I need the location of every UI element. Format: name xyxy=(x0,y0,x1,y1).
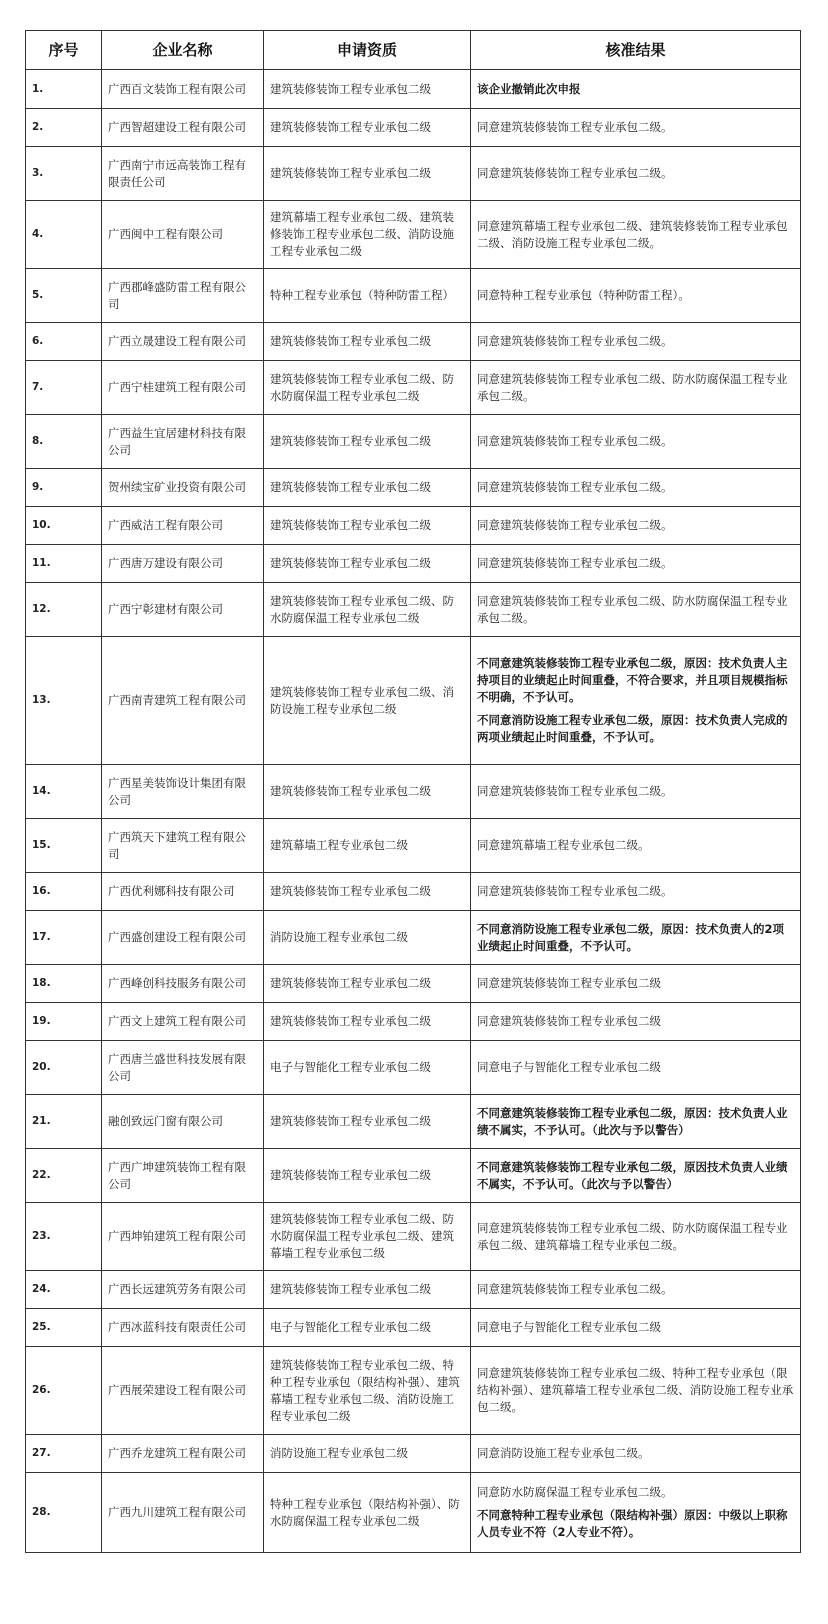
cell-result xyxy=(471,965,801,1003)
cell-result xyxy=(471,911,801,965)
cell-qualification: 电子与智能化工程专业承包二级 xyxy=(264,1309,471,1347)
cell-seq: 17. xyxy=(26,911,102,965)
result-text: 同意电子与智能化工程专业承包二级 xyxy=(477,1060,661,1074)
cell-qualification: 建筑装修装饰工程专业承包二级 xyxy=(264,765,471,819)
cell-qualification: 特种工程专业承包（特种防雷工程） xyxy=(264,269,471,323)
table-row xyxy=(26,1347,801,1435)
cell-seq: 8. xyxy=(26,415,102,469)
result-rejected-text: 不同意消防设施工程专业承包二级，原因：技术负责人的2项业绩起止时间重叠，不予认可。 xyxy=(477,921,784,953)
cell-company-name: 广西宁桂建筑工程有限公司 xyxy=(102,361,264,415)
cell-qualification: 建筑装修装饰工程专业承包二级 xyxy=(264,147,471,201)
table-row xyxy=(26,147,801,201)
table-row xyxy=(26,507,801,545)
result-text: 同意建筑装修装饰工程专业承包二级。 xyxy=(477,884,673,898)
cell-seq: 24. xyxy=(26,1271,102,1309)
table-row xyxy=(26,323,801,361)
cell-qualification: 建筑装修装饰工程专业承包二级 xyxy=(264,507,471,545)
table-row xyxy=(26,545,801,583)
cell-result xyxy=(471,1041,801,1095)
approval-document xyxy=(25,30,800,1553)
result-text: 同意特种工程专业承包（特种防雷工程）。 xyxy=(477,288,690,302)
cell-result xyxy=(471,109,801,147)
table-row xyxy=(26,269,801,323)
cell-seq: 16. xyxy=(26,873,102,911)
cell-result xyxy=(471,507,801,545)
cell-result xyxy=(471,545,801,583)
cell-qualification: 建筑装修装饰工程专业承包二级 xyxy=(264,545,471,583)
cell-result xyxy=(471,1271,801,1309)
cell-seq: 25. xyxy=(26,1309,102,1347)
cell-result xyxy=(471,1095,801,1149)
cell-qualification: 建筑装修装饰工程专业承包二级 xyxy=(264,1149,471,1203)
cell-qualification: 建筑装修装饰工程专业承包二级 xyxy=(264,873,471,911)
result-text: 同意建筑装修装饰工程专业承包二级。 xyxy=(477,518,673,532)
cell-seq: 10. xyxy=(26,507,102,545)
result-text: 同意建筑装修装饰工程专业承包二级。 xyxy=(477,784,673,798)
cell-seq: 4. xyxy=(26,201,102,269)
result-rejected-text: 不同意建筑装修装饰工程专业承包二级，原因技术负责人业绩不属实，不予认可。（此次与予以警告） xyxy=(477,1159,788,1191)
cell-company-name: 融创致远门窗有限公司 xyxy=(102,1095,264,1149)
cell-qualification: 建筑装修装饰工程专业承包二级、防水防腐保温工程专业承包二级、建筑幕墙工程专业承包二级 xyxy=(264,1203,471,1271)
cell-company-name: 贺州续宝矿业投资有限公司 xyxy=(102,469,264,507)
cell-company-name: 广西智超建设工程有限公司 xyxy=(102,109,264,147)
cell-result xyxy=(471,1473,801,1553)
table-row xyxy=(26,201,801,269)
cell-qualification: 建筑装修装饰工程专业承包二级 xyxy=(264,469,471,507)
result-text: 同意建筑装修装饰工程专业承包二级 xyxy=(477,976,661,990)
result-text: 同意建筑幕墙工程专业承包二级。 xyxy=(477,838,650,852)
cell-qualification: 建筑装修装饰工程专业承包二级 xyxy=(264,415,471,469)
table-row xyxy=(26,469,801,507)
cell-qualification: 建筑装修装饰工程专业承包二级 xyxy=(264,323,471,361)
cell-qualification: 特种工程专业承包（限结构补强）、防水防腐保温工程专业承包二级 xyxy=(264,1473,471,1553)
table-row xyxy=(26,873,801,911)
table-row xyxy=(26,583,801,637)
result-text: 同意建筑装修装饰工程专业承包二级、特种工程专业承包（限结构补强）、建筑幕墙工程专业承包二级、消防设施工程专业承包二级。 xyxy=(477,1366,794,1414)
table-row xyxy=(26,109,801,147)
cell-result xyxy=(471,1149,801,1203)
cell-result xyxy=(471,637,801,765)
approval-table xyxy=(25,30,801,1553)
cell-company-name: 广西南宁市远高装饰工程有限责任公司 xyxy=(102,147,264,201)
cell-seq: 21. xyxy=(26,1095,102,1149)
cell-seq: 18. xyxy=(26,965,102,1003)
cell-seq: 5. xyxy=(26,269,102,323)
cell-company-name: 广西星美装饰设计集团有限公司 xyxy=(102,765,264,819)
table-row xyxy=(26,1203,801,1271)
result-text: 同意建筑装修装饰工程专业承包二级、防水防腐保温工程专业承包二级。 xyxy=(477,371,788,403)
cell-seq: 9. xyxy=(26,469,102,507)
cell-result xyxy=(471,1003,801,1041)
cell-result xyxy=(471,1309,801,1347)
cell-company-name: 广西峰创科技服务有限公司 xyxy=(102,965,264,1003)
table-row xyxy=(26,819,801,873)
cell-seq: 6. xyxy=(26,323,102,361)
result-text: 同意电子与智能化工程专业承包二级 xyxy=(477,1320,661,1334)
table-row xyxy=(26,1149,801,1203)
cell-seq: 26. xyxy=(26,1347,102,1435)
cell-company-name: 广西文上建筑工程有限公司 xyxy=(102,1003,264,1041)
cell-company-name: 广西坤铂建筑工程有限公司 xyxy=(102,1203,264,1271)
table-row xyxy=(26,1095,801,1149)
result-text: 同意建筑装修装饰工程专业承包二级。 xyxy=(477,166,673,180)
cell-company-name: 广西筑天下建筑工程有限公司 xyxy=(102,819,264,873)
result-text: 同意建筑装修装饰工程专业承包二级。 xyxy=(477,334,673,348)
result-text: 同意建筑装修装饰工程专业承包二级、防水防腐保温工程专业承包二级、建筑幕墙工程专业承包二级。 xyxy=(477,1220,788,1252)
cell-result xyxy=(471,323,801,361)
cell-seq: 28. xyxy=(26,1473,102,1553)
table-row xyxy=(26,1271,801,1309)
cell-company-name: 广西优利娜科技有限公司 xyxy=(102,873,264,911)
cell-company-name: 广西宁彰建材有限公司 xyxy=(102,583,264,637)
cell-qualification: 建筑幕墙工程专业承包二级、建筑装修装饰工程专业承包二级、消防设施工程专业承包二级 xyxy=(264,201,471,269)
cell-company-name: 广西乔龙建筑工程有限公司 xyxy=(102,1435,264,1473)
header-seq: 序号 xyxy=(26,31,102,70)
result-rejected-text: 不同意建筑装修装饰工程专业承包二级，原因：技术负责人业绩不属实，不予认可。（此次与予以警告） xyxy=(477,1105,788,1137)
cell-result xyxy=(471,873,801,911)
cell-company-name: 广西展荣建设工程有限公司 xyxy=(102,1347,264,1435)
cell-seq: 20. xyxy=(26,1041,102,1095)
table-row xyxy=(26,637,801,765)
table-row xyxy=(26,965,801,1003)
cell-result xyxy=(471,819,801,873)
cell-qualification: 电子与智能化工程专业承包二级 xyxy=(264,1041,471,1095)
result-text: 同意建筑装修装饰工程专业承包二级 xyxy=(477,1014,661,1028)
cell-result xyxy=(471,201,801,269)
cell-company-name: 广西闽中工程有限公司 xyxy=(102,201,264,269)
cell-result xyxy=(471,1203,801,1271)
cell-seq: 22. xyxy=(26,1149,102,1203)
cell-seq: 2. xyxy=(26,109,102,147)
result-rejected-text: 不同意特种工程专业承包（限结构补强）原因：中级以上职称人员专业不符（2人专业不符）。 xyxy=(477,1508,788,1539)
result-text: 同意建筑装修装饰工程专业承包二级。 xyxy=(477,556,673,570)
result-text: 同意建筑装修装饰工程专业承包二级。 xyxy=(477,480,673,494)
table-row xyxy=(26,1473,801,1553)
cell-result xyxy=(471,1347,801,1435)
cell-qualification: 建筑装修装饰工程专业承包二级、防水防腐保温工程专业承包二级 xyxy=(264,583,471,637)
cell-seq: 27. xyxy=(26,1435,102,1473)
cell-qualification: 建筑装修装饰工程专业承包二级、特种工程专业承包（限结构补强）、建筑幕墙工程专业承包二级、消防设施工程专业承包二级 xyxy=(264,1347,471,1435)
cell-qualification: 消防设施工程专业承包二级 xyxy=(264,911,471,965)
table-row xyxy=(26,1041,801,1095)
table-row xyxy=(26,1309,801,1347)
table-row xyxy=(26,70,801,109)
cell-seq: 14. xyxy=(26,765,102,819)
cell-qualification: 建筑装修装饰工程专业承包二级 xyxy=(264,1271,471,1309)
result-rejected-text: 不同意建筑装修装饰工程专业承包二级，原因：技术负责人主持项目的业绩起止时间重叠，不符合要求，并且项目规模指标不明确，不予认可。 xyxy=(477,656,788,704)
result-text: 同意建筑装修装饰工程专业承包二级。 xyxy=(477,1282,673,1296)
cell-qualification: 建筑装修装饰工程专业承包二级 xyxy=(264,70,471,109)
cell-result xyxy=(471,147,801,201)
cell-company-name: 广西长远建筑劳务有限公司 xyxy=(102,1271,264,1309)
cell-company-name: 广西唐兰盛世科技发展有限公司 xyxy=(102,1041,264,1095)
table-row xyxy=(26,415,801,469)
table-row xyxy=(26,911,801,965)
cell-company-name: 广西盛创建设工程有限公司 xyxy=(102,911,264,965)
cell-qualification: 建筑装修装饰工程专业承包二级 xyxy=(264,109,471,147)
cell-qualification: 消防设施工程专业承包二级 xyxy=(264,1435,471,1473)
cell-seq: 13. xyxy=(26,637,102,765)
cell-seq: 12. xyxy=(26,583,102,637)
header-qualification: 申请资质 xyxy=(264,31,471,70)
cell-seq: 7. xyxy=(26,361,102,415)
result-text: 同意建筑幕墙工程专业承包二级、建筑装修装饰工程专业承包二级、消防设施工程专业承包二级。 xyxy=(477,218,788,250)
cell-result xyxy=(471,583,801,637)
cell-result xyxy=(471,269,801,323)
table-header-row xyxy=(26,31,801,70)
table-row xyxy=(26,1003,801,1041)
result-text: 同意建筑装修装饰工程专业承包二级。 xyxy=(477,434,673,448)
cell-qualification: 建筑装修装饰工程专业承包二级、消防设施工程专业承包二级 xyxy=(264,637,471,765)
result-text: 同意防水防腐保温工程专业承包二级。 xyxy=(477,1485,673,1499)
cell-qualification: 建筑幕墙工程专业承包二级 xyxy=(264,819,471,873)
cell-qualification: 建筑装修装饰工程专业承包二级 xyxy=(264,1095,471,1149)
cell-company-name: 广西益生宜居建材科技有限公司 xyxy=(102,415,264,469)
cell-company-name: 广西百文装饰工程有限公司 xyxy=(102,70,264,109)
cell-company-name: 广西郡峰盛防雷工程有限公司 xyxy=(102,269,264,323)
cell-result xyxy=(471,765,801,819)
cell-result xyxy=(471,70,801,109)
result-text: 同意建筑装修装饰工程专业承包二级。 xyxy=(477,120,673,134)
cell-result xyxy=(471,469,801,507)
cell-qualification: 建筑装修装饰工程专业承包二级、防水防腐保温工程专业承包二级 xyxy=(264,361,471,415)
cell-seq: 15. xyxy=(26,819,102,873)
result-text: 同意建筑装修装饰工程专业承包二级、防水防腐保温工程专业承包二级。 xyxy=(477,593,788,625)
cell-result xyxy=(471,415,801,469)
cell-company-name: 广西立晟建设工程有限公司 xyxy=(102,323,264,361)
cell-seq: 3. xyxy=(26,147,102,201)
table-row xyxy=(26,1435,801,1473)
table-row xyxy=(26,765,801,819)
cell-result xyxy=(471,361,801,415)
cell-company-name: 广西广坤建筑装饰工程有限公司 xyxy=(102,1149,264,1203)
cell-qualification: 建筑装修装饰工程专业承包二级 xyxy=(264,1003,471,1041)
cell-seq: 19. xyxy=(26,1003,102,1041)
cell-seq: 23. xyxy=(26,1203,102,1271)
cell-seq: 11. xyxy=(26,545,102,583)
cell-company-name: 广西威洁工程有限公司 xyxy=(102,507,264,545)
cell-seq: 1. xyxy=(26,70,102,109)
result-rejected-text: 该企业撤销此次申报 xyxy=(477,81,581,96)
cell-company-name: 广西九川建筑工程有限公司 xyxy=(102,1473,264,1553)
header-company-name: 企业名称 xyxy=(102,31,264,70)
cell-qualification: 建筑装修装饰工程专业承包二级 xyxy=(264,965,471,1003)
result-text: 同意消防设施工程专业承包二级。 xyxy=(477,1446,650,1460)
header-result: 核准结果 xyxy=(471,31,801,70)
cell-company-name: 广西唐万建设有限公司 xyxy=(102,545,264,583)
cell-company-name: 广西冰蓝科技有限责任公司 xyxy=(102,1309,264,1347)
result-rejected-text: 不同意消防设施工程专业承包二级，原因：技术负责人完成的两项业绩起止时间重叠，不予认可。 xyxy=(477,713,788,744)
cell-company-name: 广西南青建筑工程有限公司 xyxy=(102,637,264,765)
table-body xyxy=(26,70,801,1553)
cell-result xyxy=(471,1435,801,1473)
table-row xyxy=(26,361,801,415)
